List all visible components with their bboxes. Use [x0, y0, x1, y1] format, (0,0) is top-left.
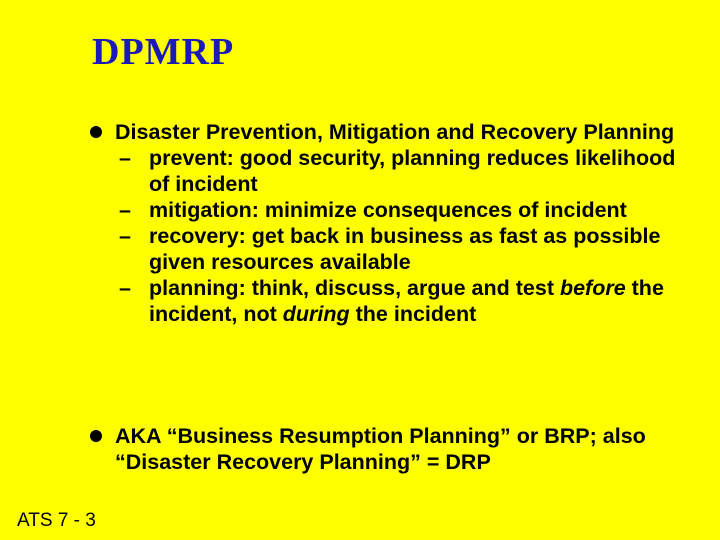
sub-text-part: the incident [349, 302, 477, 326]
sub-bullet-prevent [119, 145, 690, 197]
slide-title: DPMRP [92, 31, 235, 73]
sub-bullet-planning [119, 275, 690, 327]
sub-bullet-text: prevent: good security, planning reduces likelihood of incident [149, 146, 676, 196]
sub-bullet-text: recovery: get back in business as fast as possible given resources available [149, 224, 661, 274]
bullet-dot-icon [90, 126, 102, 138]
sub-bullet-text [147, 275, 690, 327]
sub-bullet-recovery [119, 223, 690, 275]
emphasis-during: during [282, 302, 350, 326]
sub-text-part: planning: think, discuss, argue and test [149, 276, 560, 300]
dash-icon: – [119, 224, 131, 248]
sub-text-part: the incident, not [149, 276, 664, 326]
bullet-text: AKA “Business Resumption Planning” or BRP; also “Disaster Recovery Planning” = DRP [115, 424, 646, 474]
sub-bullet-text: mitigation: minimize consequences of incident [149, 198, 627, 222]
bullet-text: Disaster Prevention, Mitigation and Recovery Planning [115, 120, 675, 144]
dash-icon: – [119, 198, 131, 222]
sub-bullet-mitigation [119, 197, 690, 223]
bullet-item [90, 423, 690, 475]
dash-icon: – [119, 146, 131, 170]
bullet-item [90, 119, 690, 327]
emphasis-before: before [559, 276, 626, 300]
slide-footer: ATS 7 - 3 [17, 510, 96, 531]
bullet-dot-icon [90, 430, 102, 442]
dash-icon: – [119, 276, 131, 300]
